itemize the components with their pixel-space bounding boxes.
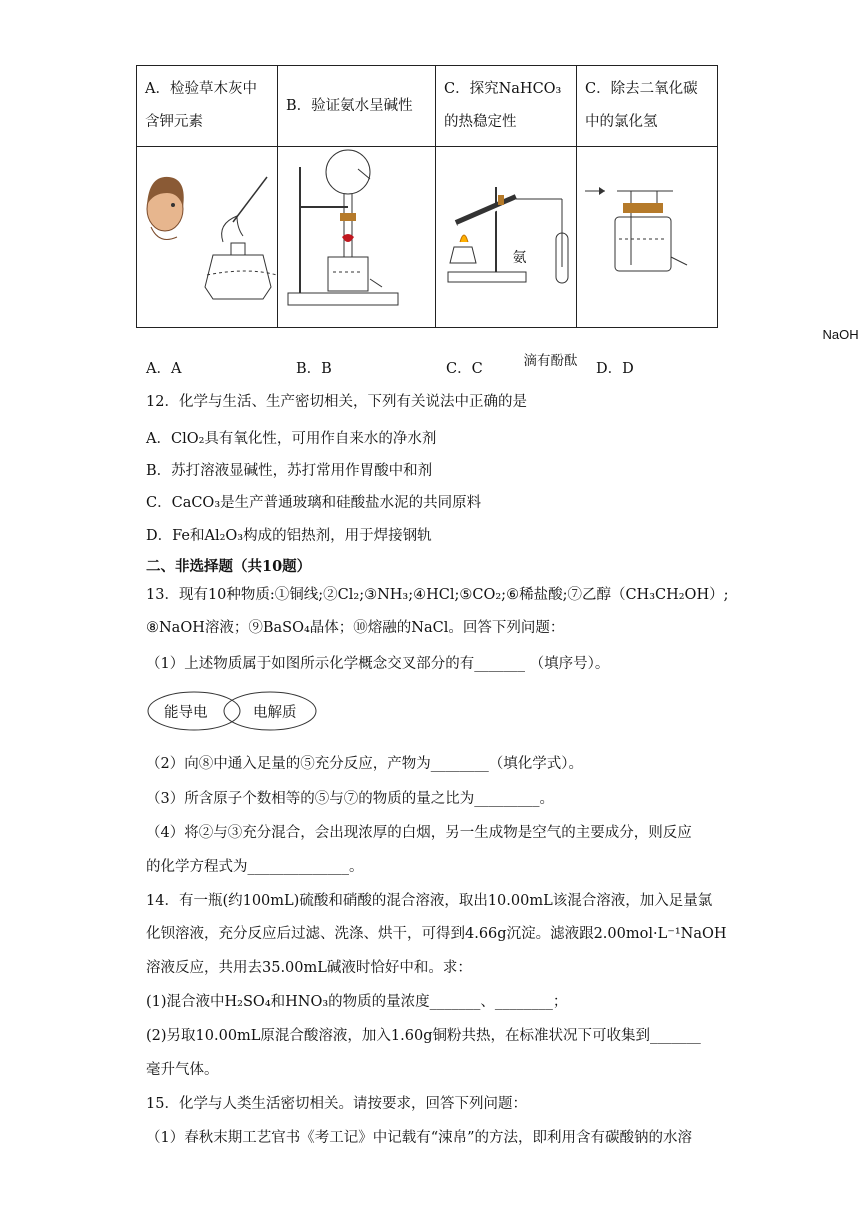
- q13-part4-line2: 的化学方程式为______________。: [146, 859, 364, 875]
- phenolphthalein-label: 滴有酚酞: [523, 352, 578, 369]
- ammonia-label: 氨: [512, 249, 527, 266]
- q13-part4-line1: （4）将②与③充分混合，会出现浓厚的白烟，另一生成物是空气的主要成分，则反应: [146, 825, 692, 841]
- q11-choice-a[interactable]: A．A: [146, 361, 182, 377]
- q11-choice-c[interactable]: C．C: [446, 361, 483, 377]
- q14-part2-line1: (2)另取10.00mL原混合酸溶液，加入1.60g铜粉共热，在标准状况下可收集到_______: [146, 1028, 701, 1044]
- q13-part3: （3）所含原子个数相等的⑤与⑦的物质的量之比为_________。: [146, 791, 554, 807]
- option-d-header: C．除去二氧化碳中的氯化氢: [577, 66, 718, 147]
- q14-part2-line2: 毫升气体。: [146, 1062, 219, 1078]
- q13-line1: 13．现有10种物质:①铜线;②Cl₂;③NH₃;④HCl;⑤CO₂;⑥稀盐酸;⑦乙醇（CH₃CH₂OH）;: [146, 587, 729, 603]
- venn-right-label: 电解质: [253, 705, 297, 721]
- q15-part1: （1）春秋末期工艺官书《考工记》中记载有“涑帛”的方法，即利用含有碳酸钠的水溶: [146, 1130, 693, 1146]
- option-b-header: B．验证氨水呈碱性: [278, 66, 436, 147]
- section-heading: 二、非选择题（共10题）: [146, 558, 312, 575]
- q14-line2: 化钡溶液，充分反应后过滤、洗涤、烘干，可得到4.66g沉淀。滤液跟2.00mol·L⁻¹NaOH: [146, 926, 727, 942]
- q13-part2: （2）向⑧中通入足量的⑤充分反应，产物为________（填化学式）。: [146, 756, 583, 772]
- option-a-header: A．检验草木灰中含钾元素: [137, 66, 278, 147]
- q14-line3: 溶液反应，共用去35.00mL碱液时恰好中和。求：: [146, 960, 472, 976]
- q13-part1: （1）上述物质属于如图所示化学概念交叉部分的有_______ （填序号）。: [146, 656, 610, 672]
- q11-choice-b[interactable]: B．B: [296, 361, 332, 377]
- q15-line1: 15．化学与人类生活密切相关。请按要求，回答下列问题：: [146, 1096, 527, 1112]
- q12-choice-c[interactable]: C．CaCO₃是生产普通玻璃和硅酸盐水泥的共同原料: [146, 495, 482, 511]
- gas-washing-bottle-figure: [577, 147, 859, 342]
- q14-part1: (1)混合液中H₂SO₄和HNO₃的物质的量浓度_______、________；: [146, 994, 568, 1010]
- q12-choice-a[interactable]: A．ClO₂具有氧化性，可用作自来水的净水剂: [146, 431, 437, 447]
- q11-choice-d[interactable]: D．D: [596, 361, 634, 377]
- q13-line2: ⑧NaOH溶液；⑨BaSO₄晶体；⑩熔融的NaCl。回答下列问题：: [146, 620, 565, 636]
- q14-line1: 14．有一瓶(约100mL)硫酸和硝酸的混合溶液，取出10.00mL该混合溶液，加入足量氯: [146, 893, 713, 909]
- q12-choice-b[interactable]: B．苏打溶液显碱性，苏打常用作胃酸中和剂: [146, 463, 433, 479]
- q12-choice-d[interactable]: D．Fe和Al₂O₃构成的铝热剂，用于焊接钢轨: [146, 528, 432, 544]
- venn-left-label: 能导电: [164, 705, 208, 721]
- nahco3-heating-figure: [436, 147, 577, 328]
- naoh-label: NaOH: [822, 326, 859, 342]
- q12-stem: 12．化学与生活、生产密切相关，下列有关说法中正确的是: [146, 394, 527, 410]
- option-c-header: C．探究NaHCO₃的热稳定性: [436, 66, 577, 147]
- flame-test-figure: [137, 147, 278, 328]
